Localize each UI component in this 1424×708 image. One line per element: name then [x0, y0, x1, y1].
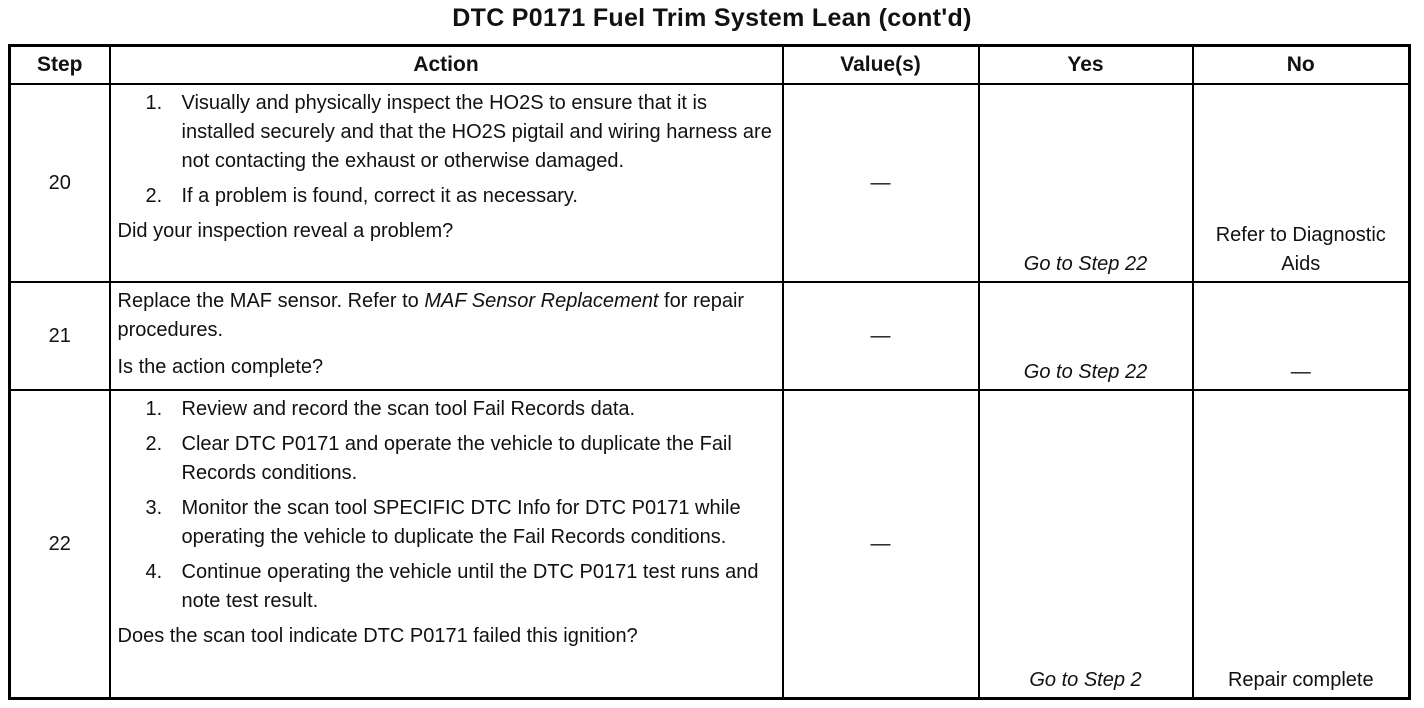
value-cell	[783, 390, 979, 699]
table-row	[10, 84, 1410, 282]
action-cell	[110, 282, 783, 390]
action-text: Replace the MAF sensor. Refer to MAF Sensor Replacement for repair procedures.	[117, 290, 745, 341]
diagnostic-table	[8, 44, 1411, 700]
dash-value: —	[870, 324, 891, 347]
no-cell: —	[1193, 282, 1410, 390]
list-item: 2. If a problem is found, correct it as necessary.	[145, 185, 578, 207]
action-cell	[110, 390, 783, 699]
step-number: 21	[10, 282, 110, 390]
action-list	[118, 395, 776, 616]
action-question: Is the action complete?	[117, 356, 324, 378]
table-row	[10, 282, 1410, 390]
value-cell	[783, 84, 979, 282]
action-question: Did your inspection reveal a problem?	[117, 220, 454, 242]
header-step: Step	[10, 46, 110, 85]
dash-value: —	[870, 532, 891, 555]
dash-value: —	[870, 171, 891, 194]
step-number: 20	[10, 84, 110, 282]
value-cell	[783, 282, 979, 390]
no-cell: Refer to Diagnostic Aids	[1193, 84, 1410, 282]
yes-cell: Go to Step 2	[979, 390, 1193, 699]
header-no: No	[1193, 46, 1410, 85]
table-row	[10, 390, 1410, 699]
yes-cell: Go to Step 22	[979, 84, 1193, 282]
step-number: 22	[10, 390, 110, 699]
header-yes: Yes	[979, 46, 1193, 85]
no-cell: Repair complete	[1193, 390, 1410, 699]
list-item: 2. Clear DTC P0171 and operate the vehicle to duplicate the Fail Records conditions.	[145, 433, 732, 484]
yes-cell: Go to Step 22	[979, 282, 1193, 390]
list-item: 1. Visually and physically inspect the HO2S to ensure that it is installed securely and that the HO2S pigtail and wiring harness are not contacting the exhaust or otherwise damaged.	[145, 92, 772, 172]
action-cell	[110, 84, 783, 282]
action-question: Does the scan tool indicate DTC P0171 failed this ignition?	[117, 625, 638, 647]
header-row	[10, 46, 1410, 85]
header-action: Action	[110, 46, 783, 85]
list-item: 1. Review and record the scan tool Fail Records data.	[145, 398, 636, 420]
header-values: Value(s)	[783, 46, 979, 85]
list-item: 3. Monitor the scan tool SPECIFIC DTC Info for DTC P0171 while operating the vehicle to duplicate the Fail Records conditions.	[145, 497, 741, 548]
list-item: 4. Continue operating the vehicle until the DTC P0171 test runs and note test result.	[145, 561, 759, 612]
page-title: DTC P0171 Fuel Trim System Lean (cont'd)	[452, 4, 972, 32]
action-list	[118, 89, 776, 211]
